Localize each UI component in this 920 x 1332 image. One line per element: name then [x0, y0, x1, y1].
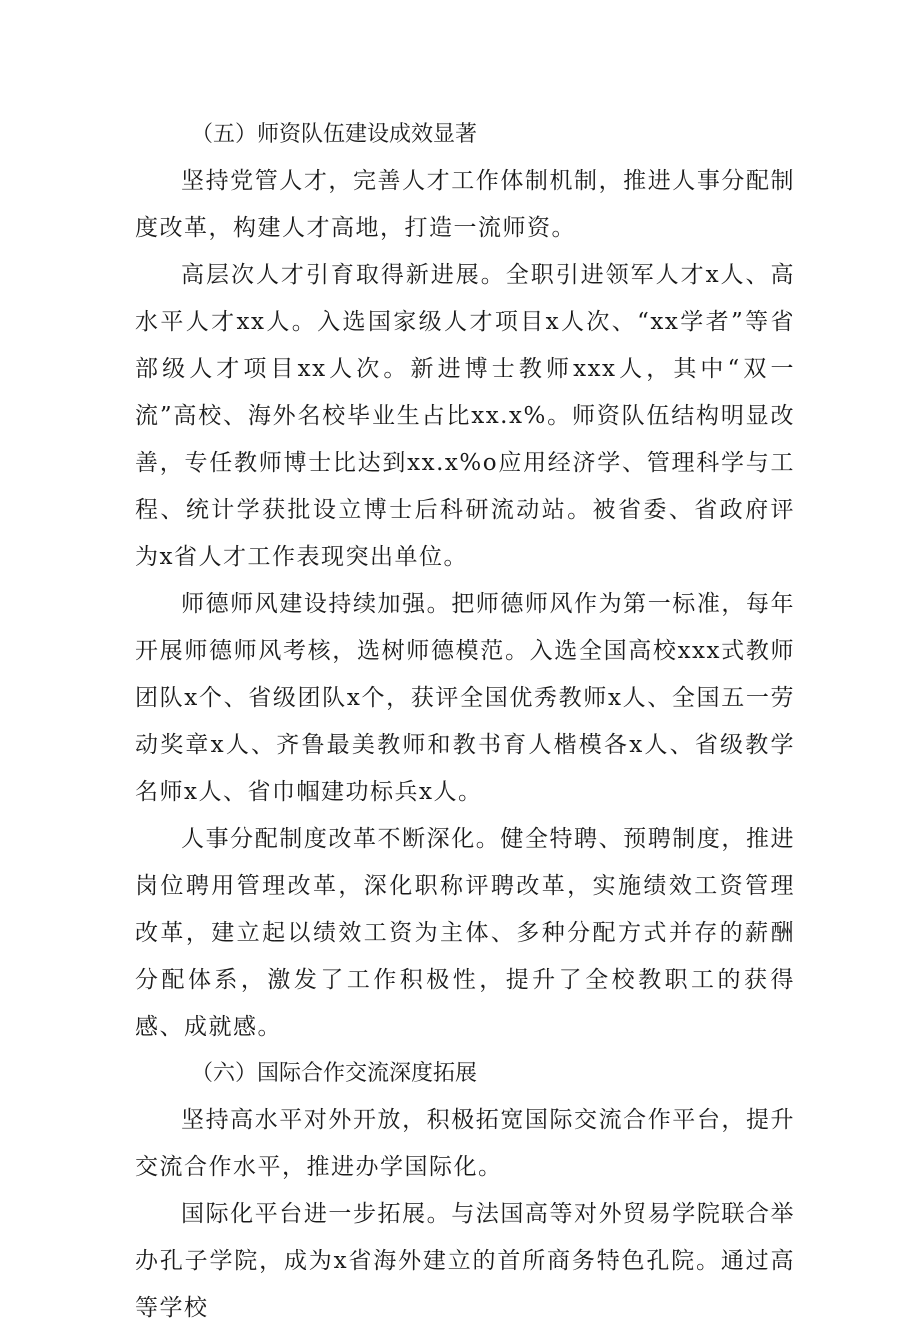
section-heading-5: （五）师资队伍建设成效显著	[191, 122, 478, 147]
paragraph: 国际化平台进一步拓展。与法国高等对外贸易学院联合举办孔子学院，成为x省海外建立的首所商务特色孔院。通过高等学校	[135, 1201, 795, 1321]
paragraph: 坚持党管人才，完善人才工作体制机制，推进人事分配制度改革，构建人才高地，打造一流师资。	[135, 168, 795, 241]
paragraph: 师德师风建设持续加强。把师德师风作为第一标准，每年开展师德师风考核，选树师德模范。入选全国高校xxx式教师团队x个、省级团队x个，获评全国优秀教师x人、全国五一劳动奖章x人、齐鲁最美教师和教书育人楷模各x人、省级教学名师x人、省巾帼建功标兵x人。	[135, 591, 795, 805]
paragraph: 高层次人才引育取得新进展。全职引进领军人才x人、高水平人才xx人。入选国家级人才项目x人次、“xx学者”等省部级人才项目xx人次。新进博士教师xxx人，其中“双一流”高校、海外名校毕业生占比xx.x%。师资队伍结构明显改善，专任教师博士比达到xx.x%o应用经济学、管理科学与工程、统计学获批设立博士后科研流动站。被省委、省政府评为x省人才工作表现突出单位。	[135, 262, 795, 570]
section-heading-6: （六）国际合作交流深度拓展	[191, 1061, 478, 1086]
paragraph: 坚持高水平对外开放，积极拓宽国际交流合作平台，提升交流合作水平，推进办学国际化。	[135, 1107, 795, 1180]
document-body	[135, 112, 795, 1332]
paragraph: 人事分配制度改革不断深化。健全特聘、预聘制度，推进岗位聘用管理改革，深化职称评聘改革，实施绩效工资管理改革，建立起以绩效工资为主体、多种分配方式并存的薪酬分配体系，激发了工作积极性，提升了全校教职工的获得感、成就感。	[135, 826, 795, 1040]
